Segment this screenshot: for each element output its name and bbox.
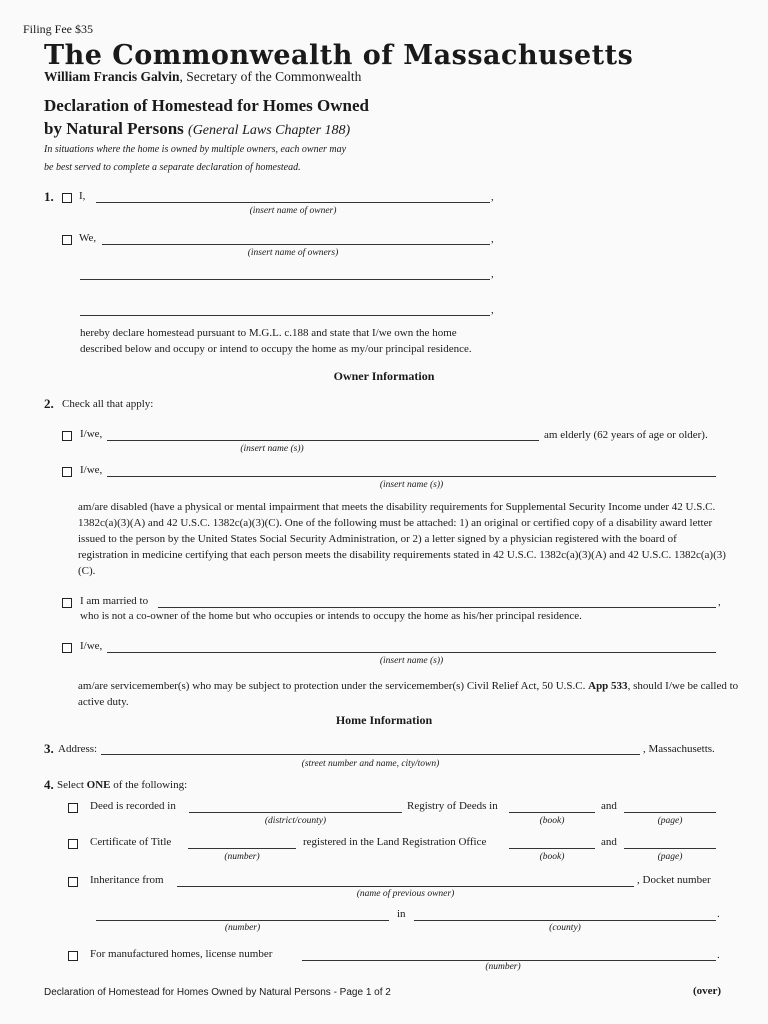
- address-label: Address:: [58, 743, 98, 755]
- license-number-hint: (number): [485, 962, 521, 972]
- comma: ,: [718, 596, 721, 608]
- deed-and-label: and: [601, 800, 617, 812]
- disabled-checkbox[interactable]: [62, 467, 72, 477]
- intro-line2: be best served to complete a separate declaration of homestead.: [44, 162, 301, 173]
- owners-name-field-3[interactable]: [80, 315, 490, 316]
- servicemember-label: I/we,: [80, 640, 103, 652]
- select-label-one: ONE: [86, 779, 111, 791]
- previous-owner-hint: (name of previous owner): [356, 889, 455, 899]
- comma: ,: [491, 233, 494, 245]
- docket-number-field[interactable]: [96, 920, 389, 921]
- form-title-line2: [44, 119, 350, 139]
- previous-owner-field[interactable]: [177, 886, 634, 887]
- certificate-registered-label: registered in the Land Registration Office: [303, 836, 487, 848]
- certificate-number-field[interactable]: [188, 848, 296, 849]
- certificate-page-field[interactable]: [624, 848, 716, 849]
- certificate-page-hint: (page): [657, 852, 683, 862]
- inheritance-county-field[interactable]: [414, 920, 716, 921]
- docket-number-label: , Docket number: [637, 874, 711, 886]
- disabled-name-hint: (insert name (s)): [379, 480, 444, 490]
- inheritance-label: Inheritance from: [90, 874, 164, 886]
- servicemember-text-b: , should I/we be called to active duty.: [78, 680, 739, 708]
- deed-book-hint: (book): [539, 816, 565, 826]
- married-text: who is not a co-owner of the home but who occupies or intends to occupy the home as his/her principal residence.: [80, 610, 582, 622]
- county-hint: (county): [549, 923, 581, 933]
- period: .: [717, 949, 720, 961]
- owner-name-hint: (insert name of owner): [249, 206, 337, 216]
- deed-registry-label: Registry of Deeds in: [407, 800, 498, 812]
- section2-number: 2.: [44, 396, 54, 411]
- elderly-name-hint: (insert name (s)): [240, 444, 304, 454]
- disabled-text: am/are disabled (have a physical or mental impairment that meets the disability requirements for Supplemental Security Income under 42 U.S.C. 1382c(a)(3)(A) and 42 U.S.C. 1382c(a)(3)(C). One of the following must be attached: 1) an original or certified copy of a disability award letter issued to the person by the United States Social Security Administration, or 2) a letter signed by a physician registered with the board of registration in medicine certifying that each person meets the disability requirements stated in 42 U.S.C. 1382c(a)(3)(A) and 42 U.S.C. 1382c(a)(3)(C).: [78, 501, 726, 577]
- section1-number: 1.: [44, 189, 54, 204]
- disabled-label: I/we,: [80, 464, 103, 476]
- inheritance-checkbox[interactable]: [68, 877, 78, 887]
- owners-name-field-2[interactable]: [80, 279, 490, 280]
- address-suffix: , Massachusetts.: [643, 743, 715, 755]
- married-checkbox[interactable]: [62, 598, 72, 608]
- select-one-label: [57, 779, 187, 791]
- spouse-name-field[interactable]: [158, 607, 716, 608]
- servicemember-text: [78, 678, 748, 710]
- owners-name-hint: (insert name of owners): [247, 248, 339, 258]
- owner-info-heading: Owner Information: [333, 369, 435, 383]
- section4-number: 4.: [44, 777, 54, 792]
- owner-name-field[interactable]: [96, 202, 490, 203]
- commonwealth-title: The Commonwealth of Massachusetts: [44, 40, 634, 71]
- form-title-line1: Declaration of Homestead for Homes Owned: [44, 96, 369, 115]
- we-checkbox[interactable]: [62, 235, 72, 245]
- manufactured-label: For manufactured homes, license number: [90, 948, 273, 960]
- form-title-natural-persons: by Natural Persons: [44, 119, 184, 138]
- comma: ,: [491, 268, 494, 280]
- deed-district-field[interactable]: [189, 812, 402, 813]
- form-chapter: (General Laws Chapter 188): [188, 123, 351, 138]
- declare-line1: hereby declare homestead pursuant to M.G.L. c.188 and state that I/we own the home: [80, 327, 457, 339]
- deed-checkbox[interactable]: [68, 803, 78, 813]
- address-field[interactable]: [101, 754, 640, 755]
- check-all-label: Check all that apply:: [62, 398, 154, 410]
- filing-fee: Filing Fee $35: [23, 22, 94, 36]
- servicemember-text-a: am/are servicemember(s) who may be subject to protection under the servicemember(s) Civil Relief Act, 50 U.S.C.: [78, 680, 589, 692]
- deed-label: Deed is recorded in: [90, 800, 176, 812]
- manufactured-checkbox[interactable]: [68, 951, 78, 961]
- certificate-book-field[interactable]: [509, 848, 595, 849]
- we-label: We,: [79, 232, 97, 244]
- home-info-heading: Home Information: [335, 713, 433, 727]
- certificate-label: Certificate of Title: [90, 836, 172, 848]
- elderly-label: I/we,: [80, 428, 103, 440]
- elderly-name-field[interactable]: [107, 440, 539, 441]
- servicemember-name-field[interactable]: [107, 652, 716, 653]
- certificate-number-hint: (number): [224, 852, 260, 862]
- secretary-line: [44, 69, 361, 85]
- period: .: [717, 908, 720, 920]
- elderly-suffix: am elderly (62 years of age or older).: [544, 429, 708, 441]
- servicemember-checkbox[interactable]: [62, 643, 72, 653]
- owners-name-field-1[interactable]: [102, 244, 490, 245]
- comma: ,: [491, 304, 494, 316]
- certificate-book-hint: (book): [539, 852, 565, 862]
- address-hint: (street number and name, city/town): [301, 759, 440, 769]
- license-number-field[interactable]: [302, 960, 716, 961]
- elderly-checkbox[interactable]: [62, 431, 72, 441]
- declare-line2: described below and occupy or intend to occupy the home as my/our principal residence.: [80, 343, 472, 355]
- secretary-title: , Secretary of the Commonwealth: [179, 69, 362, 84]
- select-label-b: of the following:: [110, 779, 188, 791]
- over-indicator: (over): [693, 985, 722, 997]
- in-label: in: [397, 908, 406, 920]
- section3-number: 3.: [44, 741, 54, 756]
- select-label-a: Select: [57, 779, 87, 791]
- deed-book-field[interactable]: [509, 812, 595, 813]
- deed-page-hint: (page): [657, 816, 683, 826]
- i-checkbox[interactable]: [62, 193, 72, 203]
- certificate-checkbox[interactable]: [68, 839, 78, 849]
- page-footer: Declaration of Homestead for Homes Owned by Natural Persons - Page 1 of 2: [44, 987, 391, 998]
- married-label: I am married to: [80, 595, 149, 607]
- i-label: I,: [79, 190, 86, 202]
- servicemember-name-hint: (insert name (s)): [379, 656, 444, 666]
- disabled-name-field[interactable]: [107, 476, 716, 477]
- district-hint: (district/county): [264, 816, 327, 826]
- intro-line1: In situations where the home is owned by multiple owners, each owner may: [44, 144, 347, 155]
- comma: ,: [491, 191, 494, 203]
- docket-number-hint: (number): [224, 923, 261, 933]
- secretary-name: William Francis Galvin: [44, 69, 180, 84]
- servicemember-text-app: App 533: [588, 680, 628, 692]
- deed-page-field[interactable]: [624, 812, 716, 813]
- certificate-and-label: and: [601, 836, 617, 848]
